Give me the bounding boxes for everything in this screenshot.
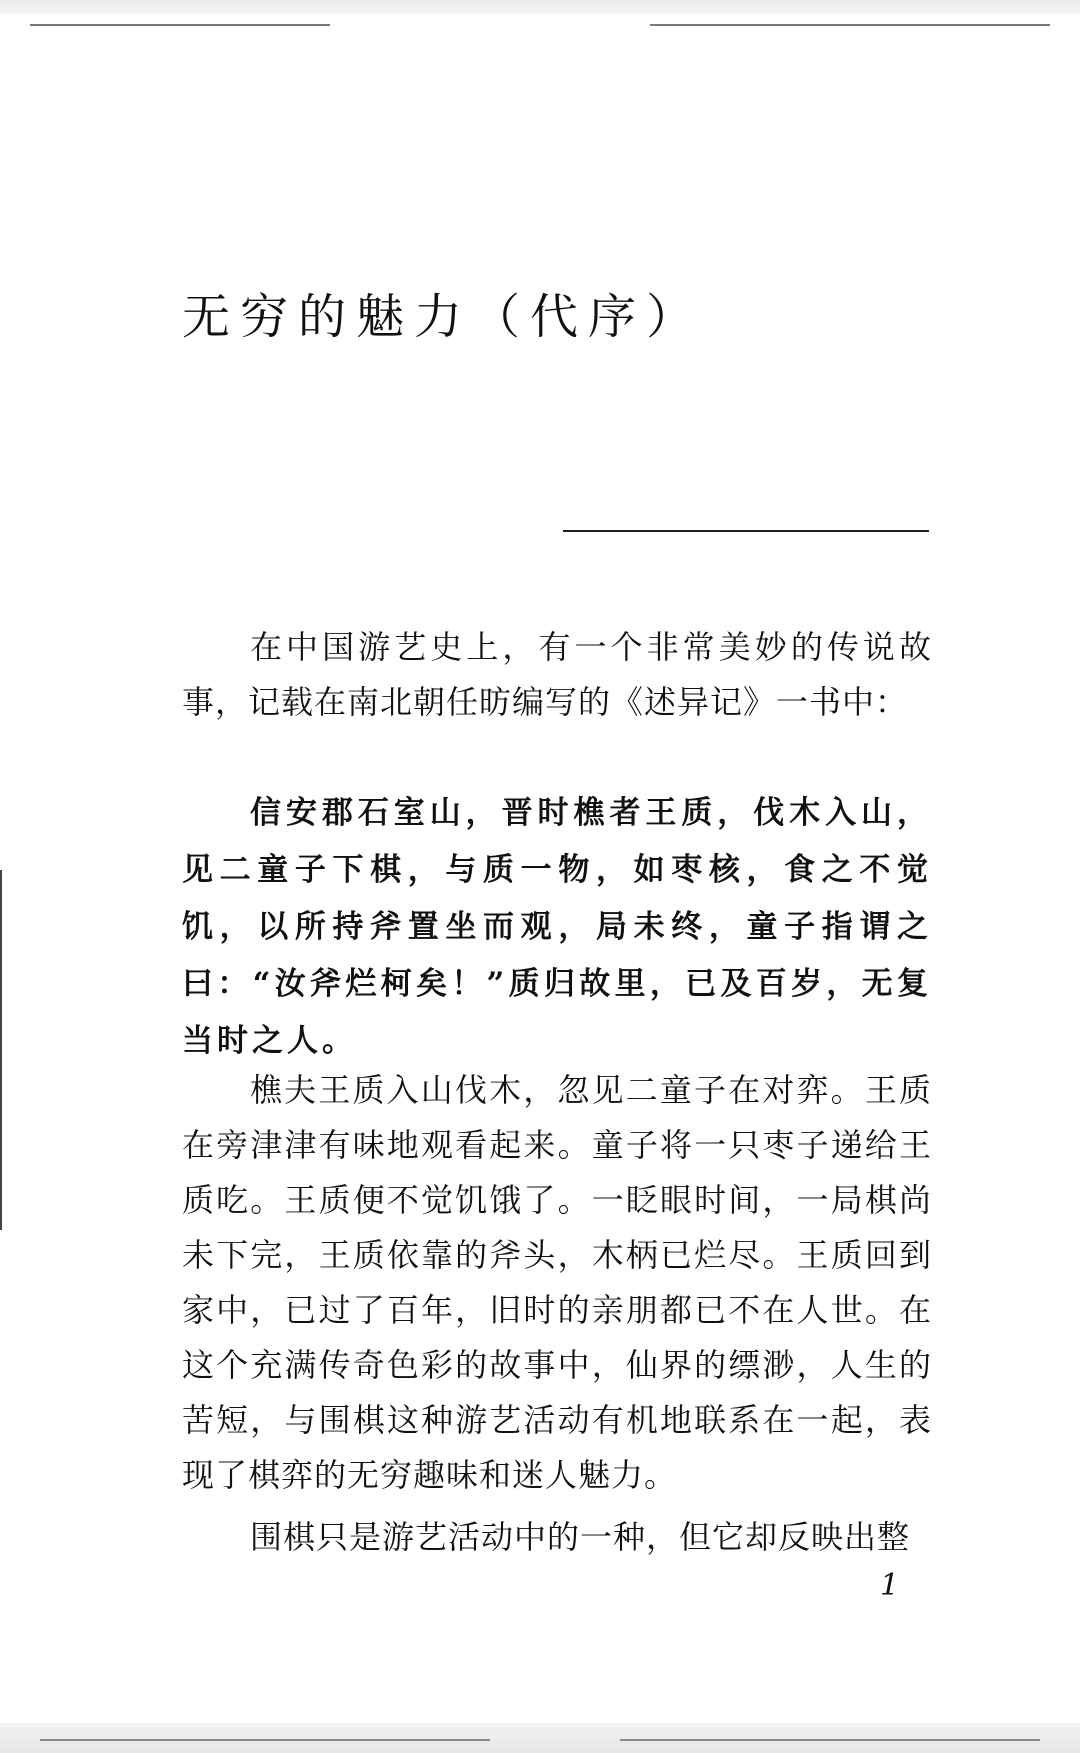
intro-paragraph: 在中国游艺史上，有一个非常美妙的传说故事，记载在南北朝任昉编写的《述异记》一书中： <box>182 628 932 721</box>
scan-artifact-left-edge <box>0 870 2 1230</box>
scan-artifact-top-right <box>650 24 1050 26</box>
scan-top-edge <box>0 0 1080 14</box>
scan-artifact-bottom-right <box>620 1739 1040 1741</box>
page-number: 1 <box>880 1568 900 1603</box>
quoted-passage: 信安郡石室山，晋时樵者王质，伐木入山，见二童子下棋，与质一物，如枣核，食之不觉饥，以所持斧置坐而观，局未终，童子指谓之曰：“汝斧烂柯矣！”质归故里，已及百岁，无复当时之人。 <box>182 795 932 1059</box>
scan-artifact-bottom-left <box>40 1739 490 1741</box>
page-title: 无穷的魅力（代序） <box>182 289 705 345</box>
title-divider <box>563 530 929 532</box>
scan-bottom-edge <box>0 1723 1080 1753</box>
story-paragraph: 樵夫王质入山伐木，忽见二童子在对弈。王质在旁津津有味地观看起来。童子将一只枣子递给王质吃。王质便不觉饥饿了。一眨眼时间，一局棋尚未下完，王质依靠的斧头，木柄已烂尽。王质回到家中，已过了百年，旧时的亲朋都已不在人世。在这个充满传奇色彩的故事中，仙界的缥渺，人生的苦短，与围棋这种游艺活动有机地联系在一起，表现了棋弈的无穷趣味和迷人魅力。 <box>182 1071 932 1494</box>
scan-artifact-top-left <box>30 24 330 26</box>
closing-paragraph: 围棋只是游艺活动中的一种，但它却反映出整 <box>250 1518 911 1556</box>
